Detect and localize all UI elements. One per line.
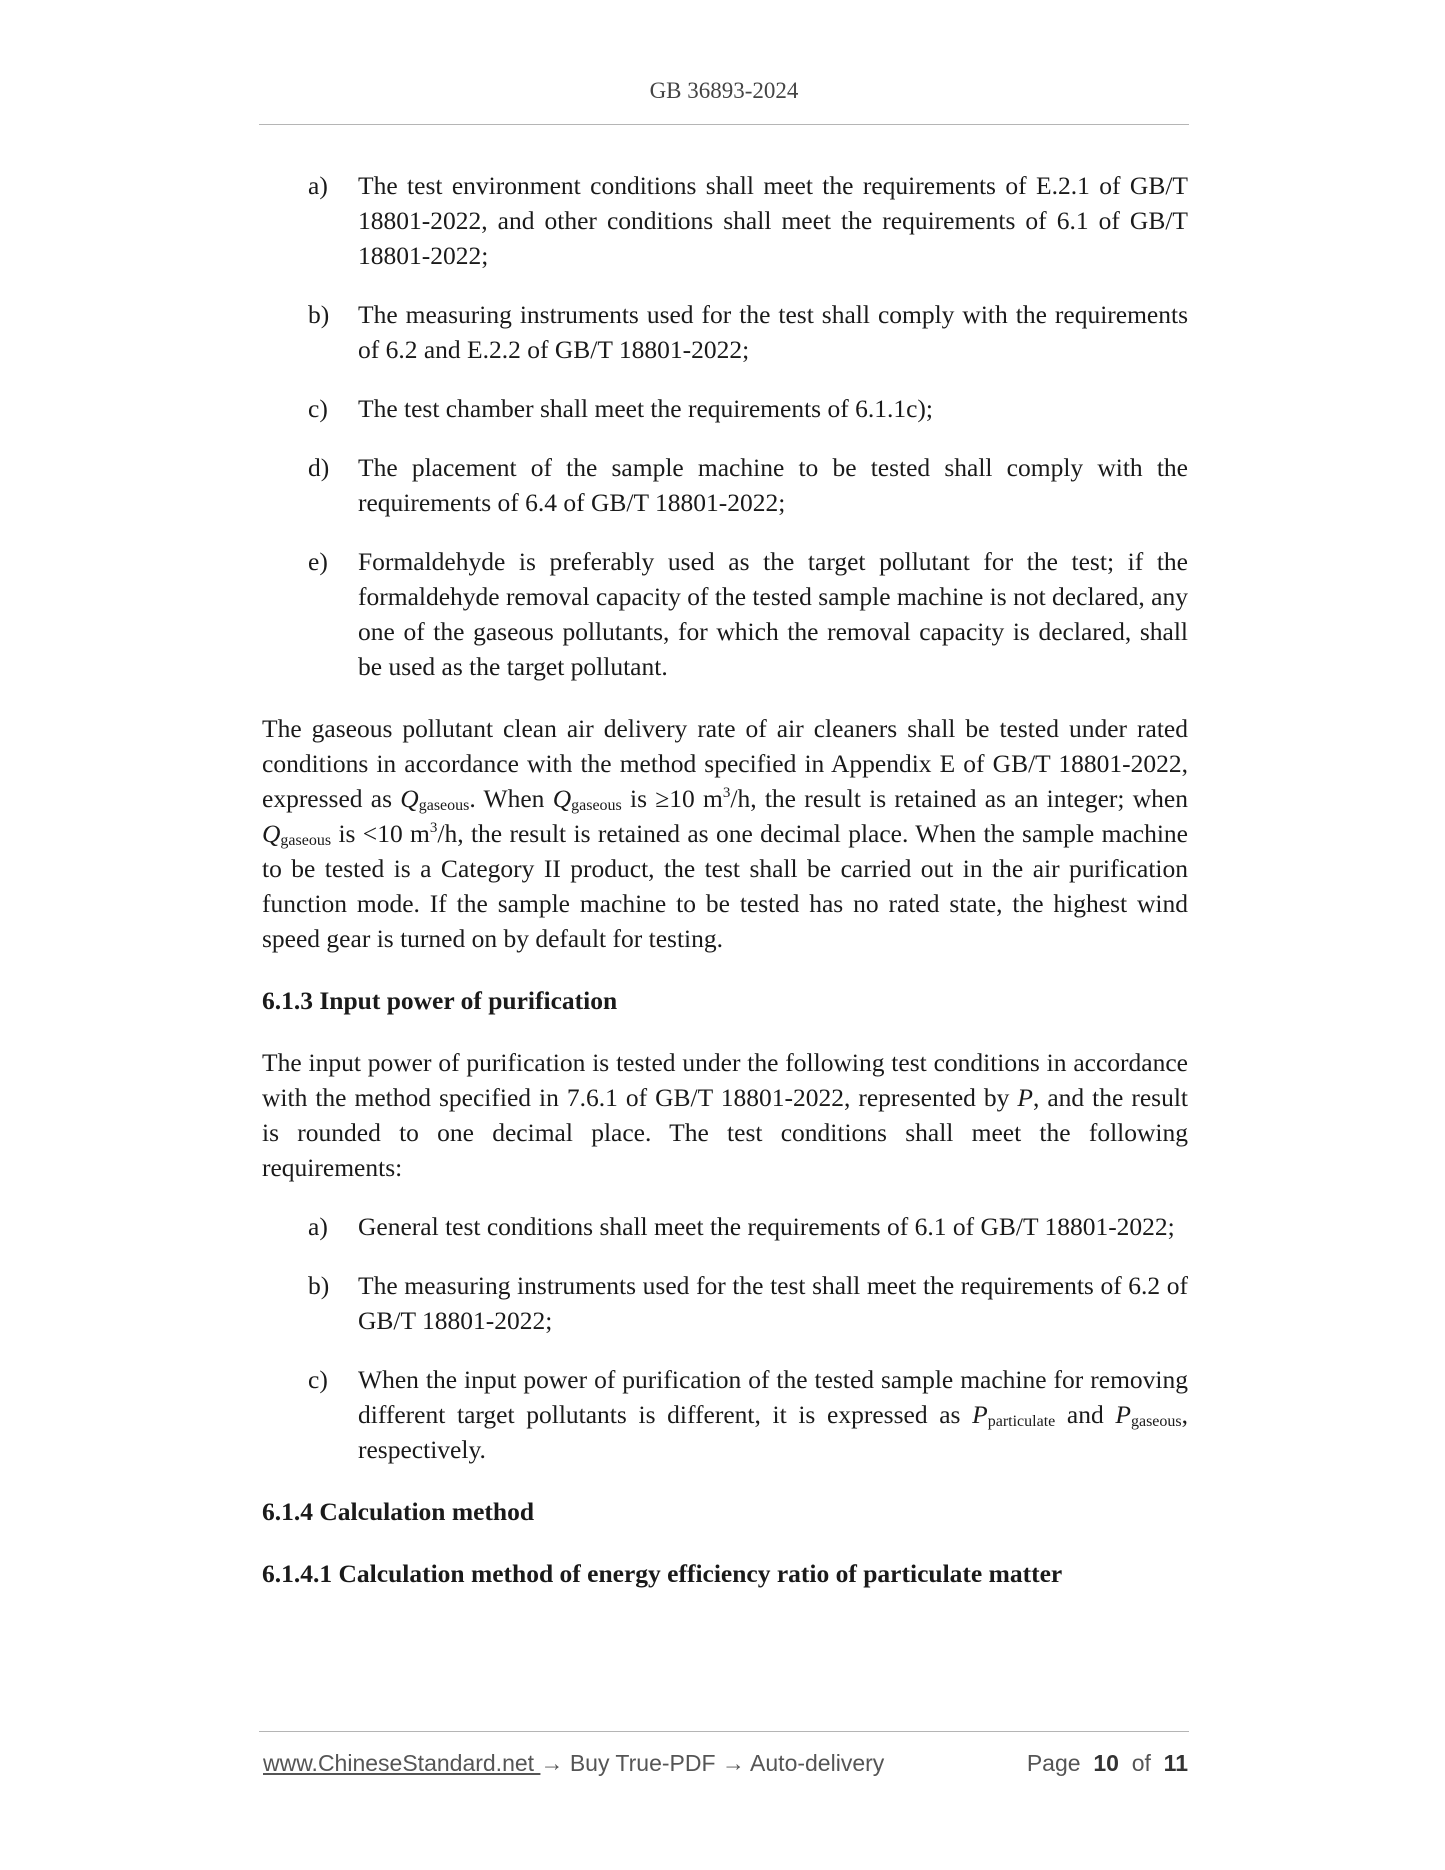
page-content [262, 168, 1188, 1591]
symbol-q: Q [262, 819, 281, 848]
list-item [262, 391, 1188, 426]
subscript: gaseous [571, 797, 622, 814]
subscript: particulate [987, 1413, 1056, 1430]
footer-left [263, 1750, 884, 1777]
list-item-text: The measuring instruments used for the test shall comply with the requirements of 6.2 and E.2.2 of GB/T 18801-2022; [358, 300, 1188, 364]
input-power-paragraph [262, 1045, 1188, 1185]
total-pages: 11 [1163, 1750, 1188, 1776]
list-marker: d) [308, 453, 330, 482]
list-marker: b) [308, 1271, 330, 1300]
list-marker: c) [308, 394, 328, 423]
text-run: /h, the result is retained as an integer; when [730, 784, 1188, 813]
list-marker: a) [308, 171, 328, 200]
symbol-q: Q [552, 784, 572, 813]
list-item-text: The test chamber shall meet the requirements of 6.1.1c); [358, 394, 933, 423]
list-marker: b) [308, 300, 330, 329]
symbol-q: Q [400, 784, 419, 813]
text-run: , and the result is rounded to one decimal place. The test conditions shall meet the following requirements: [262, 1083, 1188, 1182]
text-run: . When [469, 784, 553, 813]
list-item-text: The placement of the sample machine to be tested shall comply with the requirements of 6.4 of GB/T 18801-2022; [358, 453, 1188, 517]
footer-tagline: → Buy True-PDF → Auto-delivery [540, 1750, 885, 1776]
power-conditions-list [262, 1209, 1188, 1467]
section-heading: 6.1.4 Calculation method [262, 1497, 535, 1526]
footer-divider [259, 1731, 1189, 1732]
list-item [262, 1209, 1188, 1244]
symbol-p: P [972, 1400, 988, 1429]
text-run: When the input power of purification of the tested sample machine for removing different target pollutants is different, it is expressed as [358, 1365, 1188, 1429]
list-item-text: Formaldehyde is preferably used as the target pollutant for the test; if the formaldehyde removal capacity of the tested sample machine is not declared, any one of the gaseous pollutants, for which the removal capacity is declared, shall be used as the target pollutant. [358, 547, 1188, 681]
text-run: , respectively. [358, 1400, 1188, 1464]
page-label: Page [1026, 1750, 1081, 1776]
text-run: The input power of purification is tested under the following test conditions in accordance with the method specified in 7.6.1 of GB/T 18801-2022, represented by [262, 1048, 1188, 1112]
cadr-paragraph [262, 711, 1188, 956]
text-run: and [1055, 1400, 1116, 1429]
list-item [262, 168, 1188, 273]
section-heading: 6.1.3 Input power of purification [262, 986, 618, 1015]
text-run: The gaseous pollutant clean air delivery rate of air cleaners shall be tested under rated conditions in accordance with the method specified in Appendix E of GB/T 18801-2022, expressed as [262, 714, 1188, 813]
website-link[interactable]: www.ChineseStandard.net [263, 1750, 541, 1776]
current-page: 10 [1093, 1750, 1119, 1776]
list-item-text [358, 1365, 1188, 1464]
subscript: gaseous [1130, 1413, 1182, 1430]
text-run: /h, the result is retained as one decimal place. When the sample machine to be tested is a Category II product, the test shall be carried out in the air purification function mode. If the sample machine to be tested has no rated state, the highest wind speed gear is turned on by default for testing. [262, 819, 1188, 953]
superscript: 3 [429, 820, 438, 836]
list-item [262, 450, 1188, 520]
list-item [262, 544, 1188, 684]
list-item-text: The measuring instruments used for the test shall meet the requirements of 6.2 of GB/T 18801-2022; [358, 1271, 1188, 1335]
subscript: gaseous [418, 797, 470, 814]
list-item-text: General test conditions shall meet the requirements of 6.1 of GB/T 18801-2022; [358, 1212, 1175, 1241]
of-label: of [1131, 1750, 1151, 1776]
list-marker: c) [308, 1365, 328, 1394]
list-item [262, 1268, 1188, 1338]
list-marker: e) [308, 547, 328, 576]
text-run: is ≥10 m [621, 784, 723, 813]
page-header-title: GB 36893-2024 [649, 78, 799, 103]
symbol-p: P [1017, 1083, 1033, 1112]
list-marker: a) [308, 1212, 328, 1241]
header-divider [259, 124, 1189, 125]
list-item [262, 1362, 1188, 1467]
symbol-p: P [1115, 1400, 1131, 1429]
subsection-heading: 6.1.4.1 Calculation method of energy efficiency ratio of particulate matter [262, 1559, 1063, 1588]
test-conditions-list [262, 168, 1188, 684]
list-item-text: The test environment conditions shall meet the requirements of E.2.1 of GB/T 18801-2022, and other conditions shall meet the requirements of 6.1 of GB/T 18801-2022; [358, 171, 1188, 270]
text-run: is <10 m [331, 819, 430, 848]
superscript: 3 [722, 785, 731, 801]
list-item [262, 297, 1188, 367]
subscript: gaseous [280, 832, 332, 849]
page-number [1027, 1750, 1188, 1777]
